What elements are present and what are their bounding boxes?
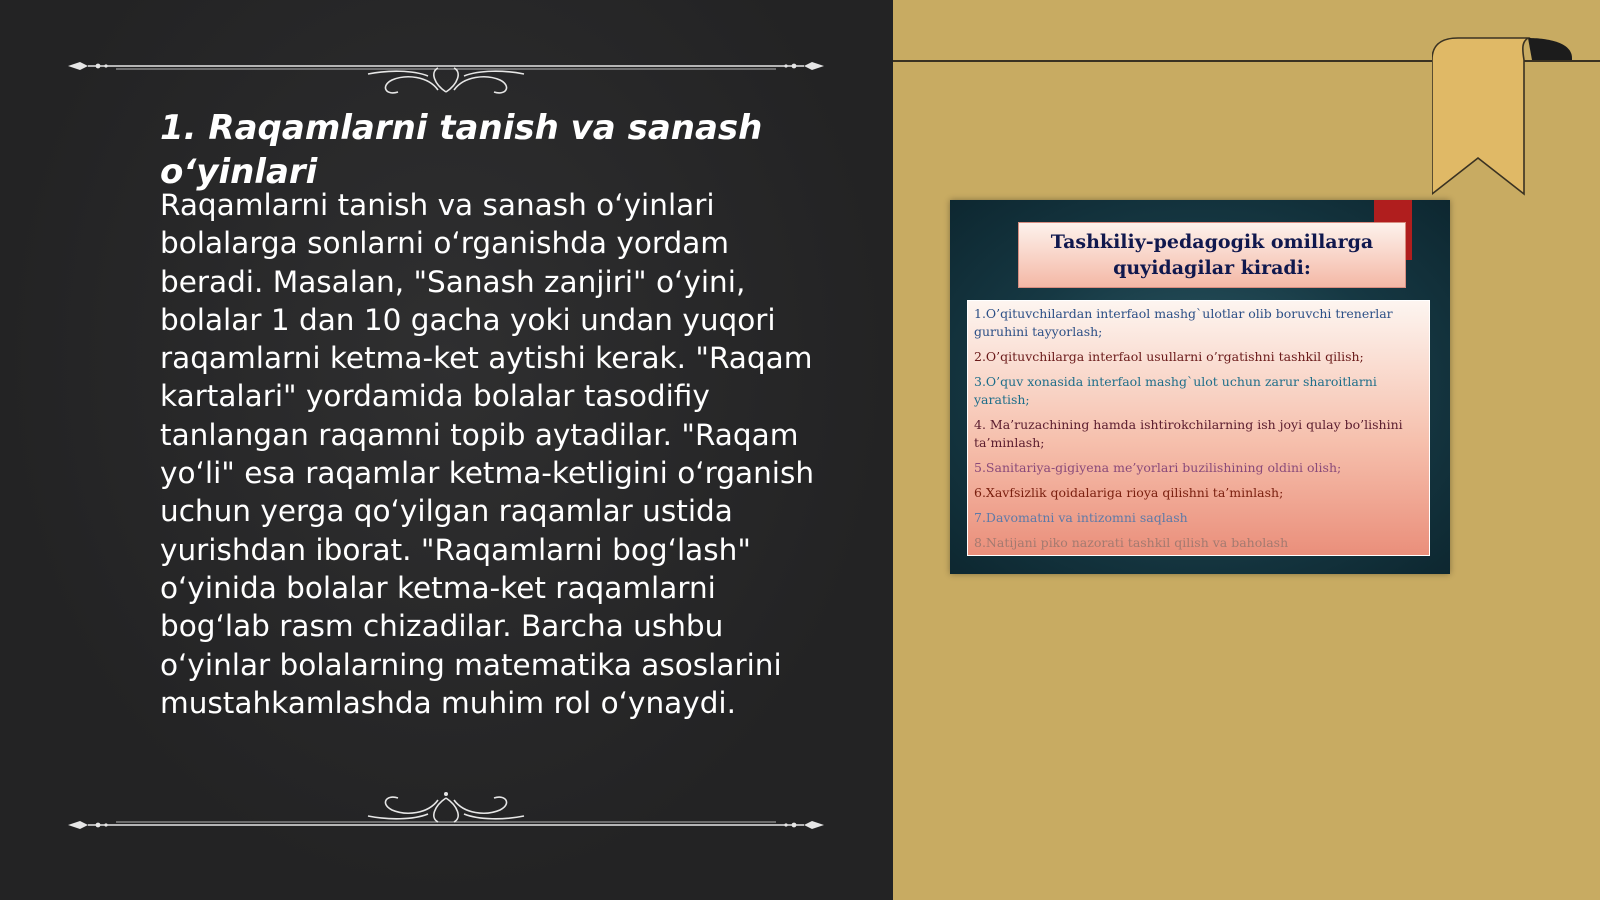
list-item: 8.Natijani piko nazorati tashkil qilish va baholash bbox=[974, 535, 1289, 550]
bottom-ornament-icon bbox=[68, 770, 824, 830]
embedded-title-line1: Tashkiliy-pedagogik omillarga bbox=[1050, 231, 1374, 253]
list-item: 1.O’qituvchilardan interfaol mashg`ulotlar olib boruvchi trenerlar guruhini tayyorlash; bbox=[974, 306, 1393, 339]
bookmark-ribbon-icon bbox=[1432, 36, 1572, 198]
list-item: 7.Davomatni va intizomni saqlash bbox=[974, 510, 1188, 525]
slide-body-text: Raqamlarni tanish va sanash o‘yinlari bolalarga sonlarni o‘rganishda yordam beradi. Masalan, "Sanash zanjiri" o‘yini, bolalar 1 dan 10 gacha yoki undan yuqori raqamlarni ketma-ket aytishi kerak. "Raqam kartalari" yordamida bolalar tasodifiy tanlangan raqamni topib aytadilar. "Raqam yo‘li" esa raqamlar ketma-ketligini o‘rganish uchun yerga qo‘yilgan raqamlar ustida yurishdan iborat. "Raqamlarni bog‘lash" o‘yinida bolalar ketma-ket raqamlarni bog‘lab rasm chizadilar. Barcha ushbu o‘yinlar bolalarning matematika asoslarini mustahkamlashda muhim rol o‘ynaydi. bbox=[160, 188, 815, 720]
list-item: 6.Xavfsizlik qoidalariga rioya qilishni ta’minlash; bbox=[974, 485, 1284, 500]
slide-title: 1. Raqamlarni tanish va sanash o‘yinlari bbox=[160, 108, 763, 192]
embedded-slide-title bbox=[1018, 222, 1406, 288]
list-item: 3.O’quv xonasida interfaol mashg`ulot uchun zarur sharoitlarni yaratish; bbox=[974, 374, 1377, 407]
top-ornament-icon bbox=[68, 34, 824, 94]
embedded-slide-image bbox=[950, 200, 1450, 574]
list-item: 4. Ma’ruzachining hamda ishtirokchilarning ish joyi qulay bo’lishini ta’minlash; bbox=[974, 417, 1403, 450]
embedded-slide-list bbox=[967, 300, 1430, 556]
list-item: 2.O’qituvchilarga interfaol usullarni o’rgatishni tashkil qilish; bbox=[974, 349, 1364, 364]
list-item: 5.Sanitariya-gigiyena me’yorlari buzilishining oldini olish; bbox=[974, 460, 1342, 475]
embedded-title-line2: quyidagilar kiradi: bbox=[1113, 257, 1311, 279]
